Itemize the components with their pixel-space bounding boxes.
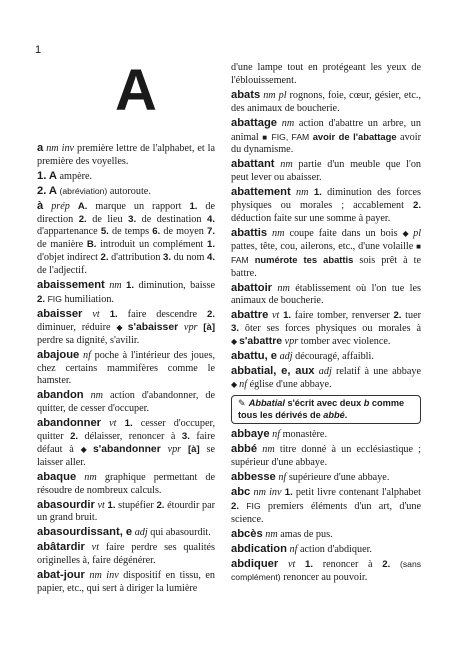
right-column: [231, 62, 421, 586]
entry-abaissement: abaissement nm 1. diminution, baisse 2. FIG humiliation.: [37, 279, 216, 305]
entry-abattu: abattu, e adj découragé, affaibli.: [231, 350, 374, 363]
entry-abaisser: abaisser vt 1. faire descendre 2. diminuer, réduire ◆ s'abaisser vpr [à] perdre sa dignité, s'avilir.: [37, 307, 216, 346]
entry-ampere: 1. A ampère.: [37, 169, 93, 182]
entry-abces: abcès nm amas de pus.: [231, 527, 333, 540]
entry-abdication: abdication nf action d'abdiquer.: [231, 542, 372, 555]
diamond-icon: ◆: [116, 322, 126, 332]
entry-abat-jour-continued: d'une lampe tout en protégeant les yeux de l'éblouissement.: [231, 62, 421, 86]
entry-abbaye: abbaye nf monastère.: [231, 428, 328, 441]
square-icon: ■: [416, 241, 421, 251]
entry-abattement: abattement nm 1. diminution des forces physiques ou morales ; accablement 2. déduction faite sur une somme à payer.: [231, 186, 422, 224]
entry-autoroute: 2. A (abréviation) autoroute.: [37, 184, 151, 197]
diamond-icon: ◆: [231, 379, 238, 389]
entry-abandon: abandon nm action d'abandonner, de quitter, de cesser d'occuper.: [37, 389, 215, 415]
entry-abbe: abbé nm titre donné à un ecclésiastique ; supérieur d'une abbaye.: [231, 443, 422, 469]
section-letter: A: [115, 58, 157, 123]
entry-abattant: abattant nm partie d'un meuble que l'on peut lever ou abaisser.: [231, 158, 422, 184]
entry-a: a nm inv première lettre de l'alphabet, et la première des voyelles.: [37, 142, 215, 167]
diamond-icon: ◆: [402, 228, 412, 238]
entry-abattre: abattre vt 1. faire tomber, renverser 2. tuer 3. ôter ses forces physiques ou morales à ◆ s'abattre vpr tomber avec violence.: [231, 309, 421, 348]
entry-abasourdissant: abasourdissant, e adj qui abasourdit.: [37, 526, 211, 539]
entry-abat-jour: abat-jour nm inv dispositif en tissu, en papier, etc., qui sert à diriger la lumière: [37, 569, 216, 594]
spelling-note-box: ✎ Abbatial s'écrit avec deux b comme tous les dérivés de abbé.: [231, 395, 421, 425]
diamond-icon: ◆: [231, 337, 238, 347]
entry-abattage: abattage nm action d'abattre un arbre, un animal ■ FIG, FAM avoir de l'abattage avoir du dynamisme.: [231, 116, 421, 156]
entry-abc: abc nm inv 1. petit livre contenant l'alphabet 2. FIG premiers éléments d'un art, d'une science.: [231, 485, 422, 525]
entry-abajoue: abajoue nf poche à l'intérieur des joues, chez certains mammifères comme le hamster.: [37, 348, 215, 387]
entry-abatardir: abâtardir vt faire perdre ses qualités originelles à, faire dégénérer.: [37, 541, 216, 567]
pencil-icon: ✎: [238, 397, 246, 408]
left-column: [37, 142, 215, 597]
square-icon: ■: [262, 132, 268, 142]
entry-abdiquer: abdiquer vt 1. renoncer à 2. (sans complément) renoncer au pouvoir.: [231, 557, 422, 584]
entry-abats: abats nm pl rognons, foie, cœur, gésier, etc., des animaux de boucherie.: [231, 88, 422, 114]
diamond-icon: ◆: [80, 444, 92, 454]
entry-abaque: abaque nm graphique permettant de résoudre de nombreux calculs.: [37, 470, 216, 496]
entry-abattoir: abattoir nm établissement où l'on tue les animaux de boucherie.: [231, 281, 421, 307]
entry-abasourdir: abasourdir vt 1. stupéfier 2. étourdir par un grand bruit.: [37, 498, 216, 524]
entry-a-prep: à prép A. marque un rapport 1. de direction 2. de lieu 3. de destination 4. d'appartenance 5. de temps 6. de moyen 7. de manière B. introduit un complément 1. d'objet indirect 2. d'attribution 3. du nom 4. de l'adjectif.: [37, 199, 216, 277]
entry-abandonner: abandonner vt 1. cesser d'occuper, quitter 2. délaisser, renoncer à 3. faire défaut à ◆ s'abandonner vpr [à] se laisser aller.: [37, 417, 216, 468]
entry-abattis: abattis nm coupe faite dans un bois ◆ pl pattes, tête, cou, ailerons, etc., d'une volaille ■ FAM numérote tes abattis sois prêt à te battre.: [231, 226, 422, 279]
entry-abbatial: abbatial, e, aux adj relatif à une abbaye ◆ nf église d'une abbaye.: [231, 364, 421, 390]
entry-abbesse: abbesse nf supérieure d'une abbaye.: [231, 471, 390, 484]
page-number: 1: [35, 44, 42, 56]
